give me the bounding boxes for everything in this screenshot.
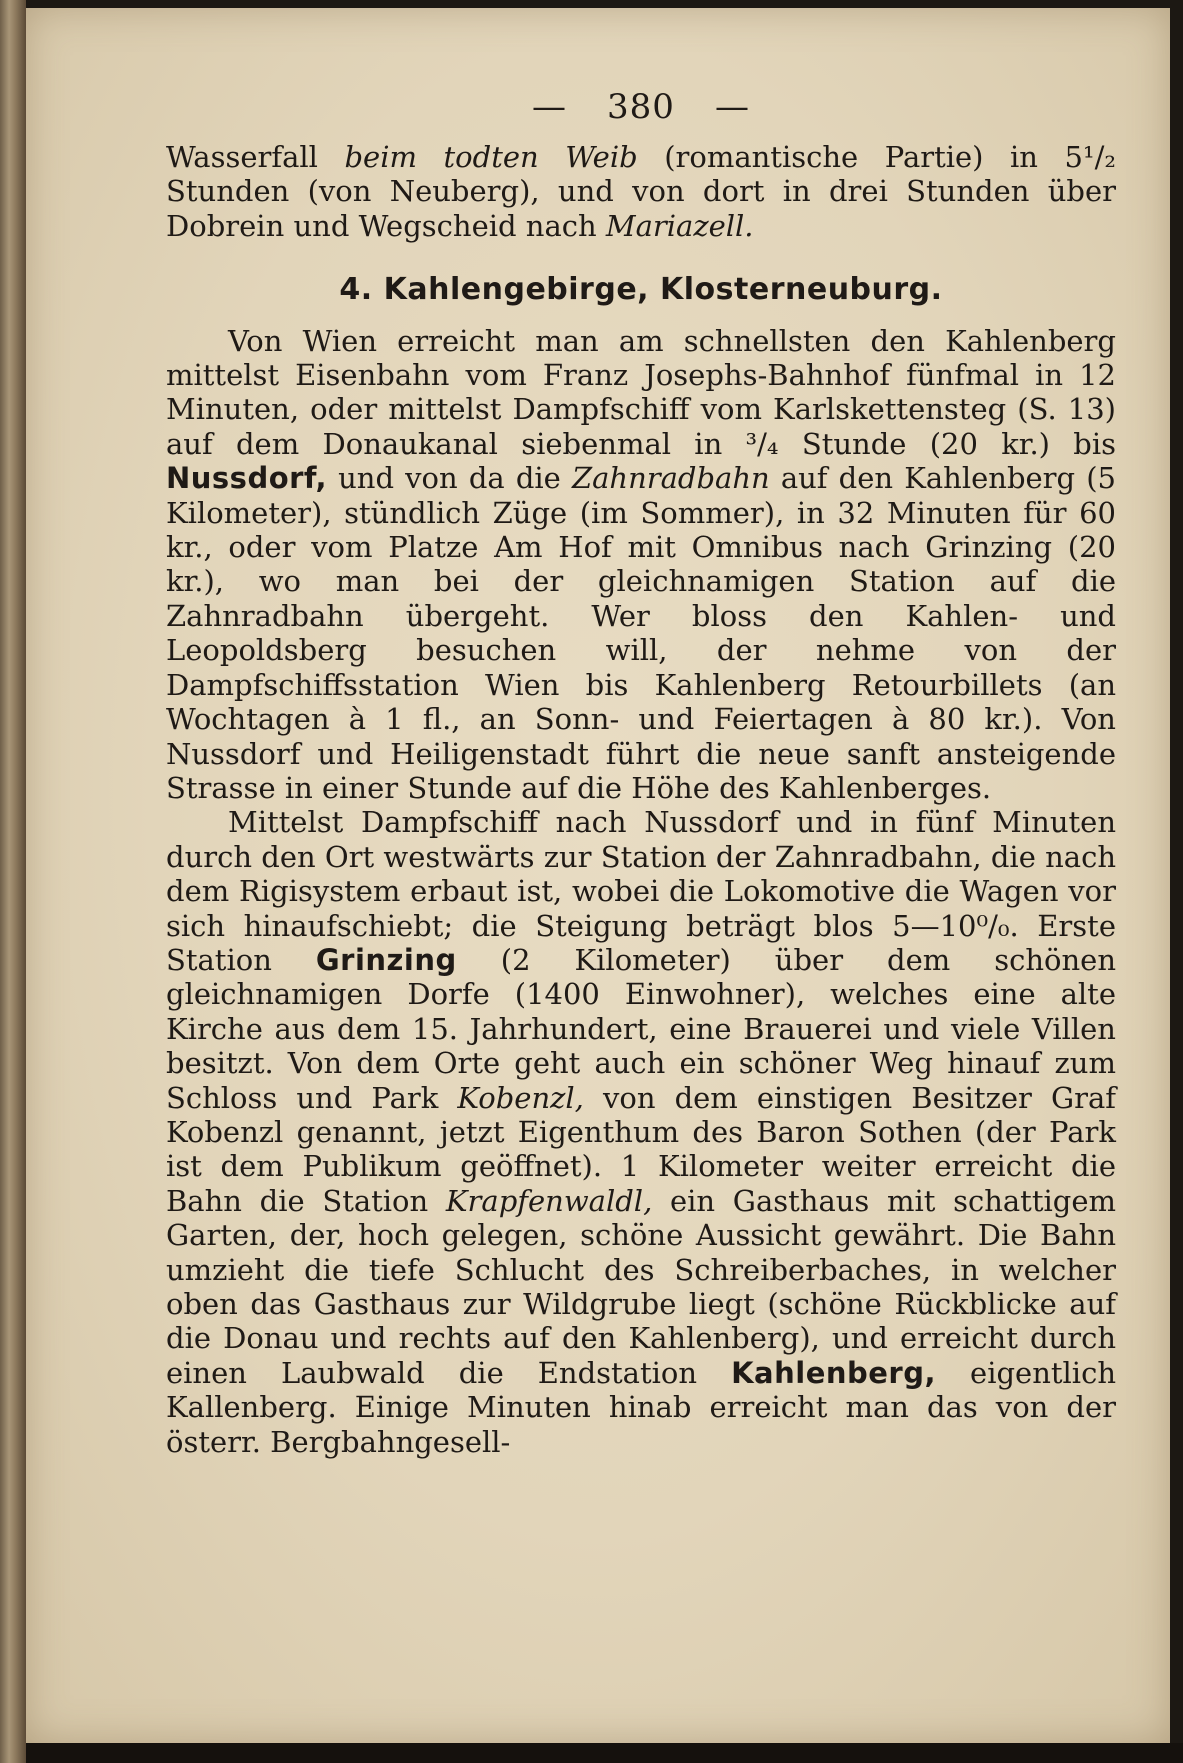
intro-text-2: (romantische Partie) in 5¹/₂ Stunden (von Neuberg), und von dort in drei Stunden über Dobrein und Wegscheid nach [166, 140, 1116, 243]
para2-text-1: Mittelst Dampfschiff nach Nussdorf und in fünf Minuten durch den Ort westwärts zur Station der Zahnradbahn, die nach dem Rigisystem erbaut ist, wobei die Lokomotive die Wagen vor sich hinaufschiebt; die Steigung beträgt blos 5—10⁰/₀. Erste Station [166, 805, 1116, 977]
book-page [26, 8, 1170, 1743]
para2-text-4: ein Gasthaus mit schattigem Garten, der, hoch gelegen, schöne Aussicht gewährt. Die Bahn umzieht die tiefe Schlucht des Schreiberbaches, in welcher oben das Gasthaus zur Wildgrube liegt (schöne Rückblicke auf die Donau und rechts auf den Kahlenberg), und erreicht durch einen Laubwald die Endstation [166, 1183, 1116, 1390]
place-kahlenberg: Kahlenberg, [731, 1355, 937, 1390]
italic-kobenzl: Kobenzl, [457, 1080, 584, 1115]
intro-italic-destination: Mariazell. [605, 208, 754, 243]
para1-text-1: Von Wien erreicht man am schnellsten den Kahlenberg mittelst Eisenbahn vom Franz Josephs-Bahnhof fünfmal in 12 Minuten, oder mittelst Dampfschiff vom Karlskettensteg (S. 13) auf dem Donaukanal siebenmal in ³/₄ Stunde (20 kr.) bis [166, 323, 1116, 461]
page-header [166, 74, 1116, 140]
para2-text-5: eigentlich Kallenberg. Einige Minuten hinab erreicht man das von der österr. Bergbahngesell- [166, 1355, 1116, 1459]
italic-krapfenwaldl: Krapfenwaldl, [445, 1183, 653, 1218]
italic-zahnradbahn: Zahnradbahn [571, 461, 770, 496]
intro-text-1: Wasserfall [166, 140, 345, 174]
bottom-shadow [26, 1743, 1183, 1763]
para1-text-3: auf den Kahlenberg (5 Kilometer), stündlich Züge (im Sommer), in 32 Minuten für 60 kr., oder vom Platze Am Hof mit Omnibus nach Grinzing (20 kr.), wo man bei der gleichnamigen Station auf die Zahnradbahn übergeht. Wer bloss den Kahlen- und Leopoldsberg besuchen will, der nehme von der Dampfschiffsstation Wien bis Kahlenberg Retourbillets (an Wochtagen à 1 fl., an Sonn- und Feiertagen à 80 kr.). Von Nussdorf und Heiligenstadt führt die neue sanft ansteigende Strasse in einer Stunde auf die Höhe des Kahlenberges. [166, 461, 1117, 805]
para1-text-2: und von da die [326, 461, 572, 496]
header-dash-left: — [532, 87, 568, 127]
page-number: 380 [607, 87, 675, 127]
page-text [166, 74, 1116, 1459]
paragraph-2 [166, 805, 1116, 1459]
header-dash-right: — [714, 87, 750, 127]
place-nussdorf: Nussdorf, [166, 461, 327, 496]
place-grinzing: Grinzing [315, 942, 457, 977]
book-binding-edge [0, 0, 26, 1763]
intro-italic-place: beim todten Weib [344, 140, 638, 174]
paragraph-1 [166, 324, 1116, 806]
para2-text-3: von dem einstigen Besitzer Graf Kobenzl genannt, jetzt Eigenthum des Baron Sothen (der Park ist dem Publikum geöffnet). 1 Kilometer weiter erreicht die Bahn die Station [166, 1080, 1116, 1218]
para2-text-2: (2 Kilometer) über dem schönen gleichnamigen Dorfe (1400 Einwohner), welches eine alte Kirche aus dem 15. Jahrhundert, eine Brauerei und viele Villen besitzt. Von dem Orte geht auch ein schöner Weg hinauf zum Schloss und Park [166, 942, 1117, 1115]
section-heading: 4. Kahlengebirge, Klosterneuburg. [339, 272, 943, 308]
intro-paragraph [166, 140, 1116, 243]
